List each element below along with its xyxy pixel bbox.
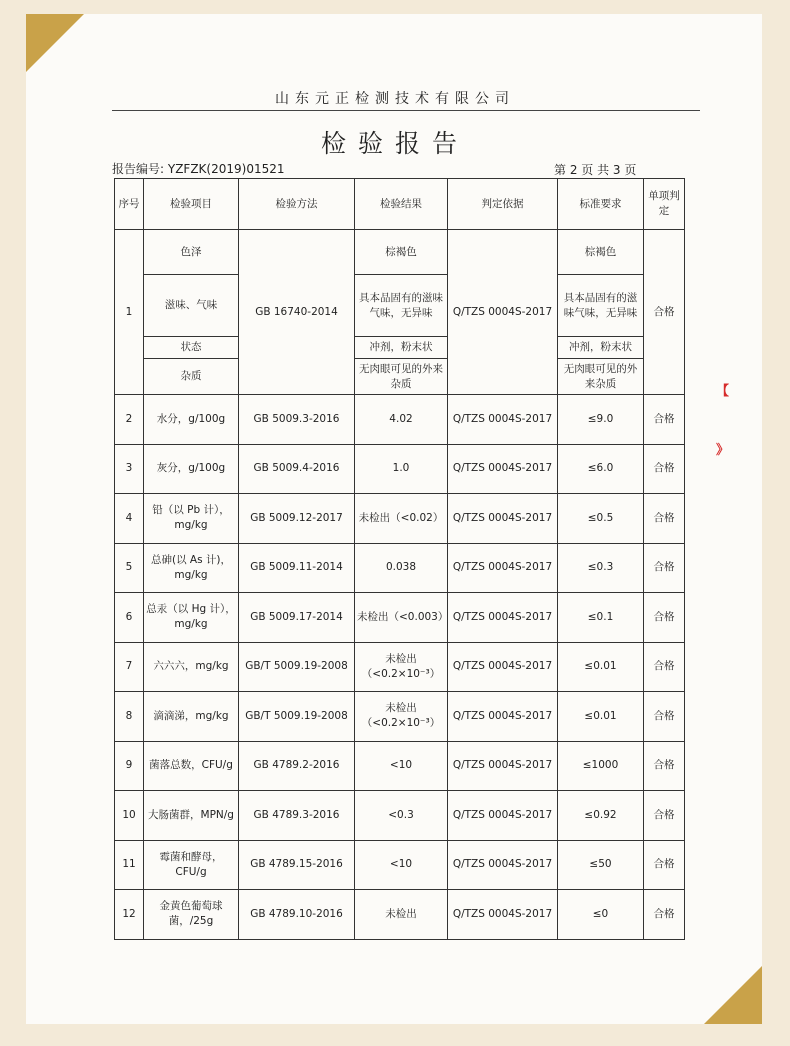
cell-method: GB 5009.17-2014 (239, 593, 355, 643)
cell-seq: 12 (115, 890, 144, 940)
corner-decoration-bottom-right (704, 966, 762, 1024)
cell-standard: ≤9.0 (558, 395, 644, 445)
table-row (115, 494, 685, 544)
header-item: 检验项目 (144, 179, 239, 230)
table-row (115, 692, 685, 742)
cell-standard: 棕褐色 (558, 230, 644, 275)
cell-method: GB 4789.3-2016 (239, 791, 355, 841)
cell-basis: Q/TZS 0004S-2017 (448, 395, 558, 445)
cell-item: 铅（以 Pb 计），mg/kg (144, 494, 239, 544)
cell-verdict: 合格 (644, 494, 685, 544)
table-row (115, 359, 685, 395)
cell-method: GB 5009.4-2016 (239, 444, 355, 494)
cell-standard: ≤0.5 (558, 494, 644, 544)
cell-basis: Q/TZS 0004S-2017 (448, 840, 558, 890)
cell-result: 未检出（<0.2×10⁻³） (355, 692, 448, 742)
table-row (115, 741, 685, 791)
cell-item: 总汞（以 Hg 计），mg/kg (144, 593, 239, 643)
cell-method: GB 4789.2-2016 (239, 741, 355, 791)
header-verdict: 单项判定 (644, 179, 685, 230)
cell-item: 总砷(以 As 计)，mg/kg (144, 543, 239, 593)
cell-result: <0.3 (355, 791, 448, 841)
table-row (115, 791, 685, 841)
cell-verdict: 合格 (644, 692, 685, 742)
table-row (115, 337, 685, 359)
cell-seq: 1 (115, 230, 144, 395)
cell-basis: Q/TZS 0004S-2017 (448, 741, 558, 791)
company-name: 山东元正检测技术有限公司 (275, 91, 515, 107)
cell-item: 菌落总数，CFU/g (144, 741, 239, 791)
cell-item: 色泽 (144, 230, 239, 275)
cell-item: 滋味、气味 (144, 275, 239, 337)
cell-basis: Q/TZS 0004S-2017 (448, 494, 558, 544)
cell-seq: 3 (115, 444, 144, 494)
cell-seq: 11 (115, 840, 144, 890)
cell-seq: 4 (115, 494, 144, 544)
cell-verdict: 合格 (644, 230, 685, 395)
header-basis: 判定依据 (448, 179, 558, 230)
cell-standard: ≤0.3 (558, 543, 644, 593)
stamp-char-2: 》 (716, 443, 730, 458)
cell-basis: Q/TZS 0004S-2017 (448, 543, 558, 593)
cell-item: 霉菌和酵母，CFU/g (144, 840, 239, 890)
cell-item: 滴滴涕，mg/kg (144, 692, 239, 742)
cell-item: 金黄色葡萄球菌，/25g (144, 890, 239, 940)
cell-method: GB/T 5009.19-2008 (239, 692, 355, 742)
report-title: 检验报告 (320, 129, 469, 158)
cell-standard: 具本品固有的滋味气味，无异味 (558, 275, 644, 337)
cell-basis: Q/TZS 0004S-2017 (448, 444, 558, 494)
cell-seq: 6 (115, 593, 144, 643)
cell-verdict: 合格 (644, 890, 685, 940)
table-row (115, 230, 685, 275)
cell-item: 六六六，mg/kg (144, 642, 239, 692)
cell-standard: 无肉眼可见的外来杂质 (558, 359, 644, 395)
cell-item: 杂质 (144, 359, 239, 395)
cell-standard: ≤0.92 (558, 791, 644, 841)
cell-method: GB 4789.15-2016 (239, 840, 355, 890)
table-row (115, 840, 685, 890)
cell-method: GB 4789.10-2016 (239, 890, 355, 940)
cell-result: 具本品固有的滋味气味，无异味 (355, 275, 448, 337)
header-method: 检验方法 (239, 179, 355, 230)
cell-item: 大肠菌群，MPN/g (144, 791, 239, 841)
cell-seq: 10 (115, 791, 144, 841)
cell-verdict: 合格 (644, 642, 685, 692)
table-row (115, 275, 685, 337)
table-row (115, 890, 685, 940)
cell-seq: 5 (115, 543, 144, 593)
corner-decoration-top-left (26, 14, 84, 72)
cell-method: GB 5009.3-2016 (239, 395, 355, 445)
cell-basis: Q/TZS 0004S-2017 (448, 791, 558, 841)
cell-item: 灰分，g/100g (144, 444, 239, 494)
cell-result: 未检出（<0.02） (355, 494, 448, 544)
cell-result: <10 (355, 741, 448, 791)
cell-basis: Q/TZS 0004S-2017 (448, 593, 558, 643)
header-divider (112, 110, 700, 111)
cell-result: 1.0 (355, 444, 448, 494)
table-row (115, 395, 685, 445)
cell-standard: ≤50 (558, 840, 644, 890)
cell-result: 未检出（<0.003） (355, 593, 448, 643)
cell-seq: 8 (115, 692, 144, 742)
cell-result: 无肉眼可见的外来杂质 (355, 359, 448, 395)
cell-method: GB 5009.11-2014 (239, 543, 355, 593)
report-number-value: YZFZK(2019)01521 (167, 162, 285, 176)
header-standard: 标准要求 (558, 179, 644, 230)
cell-standard: ≤0 (558, 890, 644, 940)
cell-result: 棕褐色 (355, 230, 448, 275)
table-header-row (115, 179, 685, 230)
cell-standard: ≤0.01 (558, 692, 644, 742)
cell-standard: 冲剂，粉末状 (558, 337, 644, 359)
table-row (115, 444, 685, 494)
table-row (115, 543, 685, 593)
cell-seq: 2 (115, 395, 144, 445)
cell-result: <10 (355, 840, 448, 890)
cell-basis: Q/TZS 0004S-2017 (448, 230, 558, 395)
cell-standard: ≤6.0 (558, 444, 644, 494)
cell-method: GB 16740-2014 (239, 230, 355, 395)
cell-verdict: 合格 (644, 395, 685, 445)
table-row (115, 593, 685, 643)
cell-method: GB/T 5009.19-2008 (239, 642, 355, 692)
cell-seq: 7 (115, 642, 144, 692)
cell-basis: Q/TZS 0004S-2017 (448, 890, 558, 940)
cell-verdict: 合格 (644, 593, 685, 643)
cell-verdict: 合格 (644, 543, 685, 593)
cell-basis: Q/TZS 0004S-2017 (448, 642, 558, 692)
report-number (112, 160, 285, 177)
header-result: 检验结果 (355, 179, 448, 230)
cell-seq: 9 (115, 741, 144, 791)
cell-item: 水分，g/100g (144, 395, 239, 445)
page-info: 第 2 页 共 3 页 (554, 163, 637, 177)
report-number-label: 报告编号: (112, 162, 165, 176)
cell-verdict: 合格 (644, 741, 685, 791)
cell-standard: ≤1000 (558, 741, 644, 791)
cell-verdict: 合格 (644, 840, 685, 890)
cell-standard: ≤0.1 (558, 593, 644, 643)
cell-verdict: 合格 (644, 444, 685, 494)
cell-verdict: 合格 (644, 791, 685, 841)
cell-result: 4.02 (355, 395, 448, 445)
cell-method: GB 5009.12-2017 (239, 494, 355, 544)
cell-result: 0.038 (355, 543, 448, 593)
cell-result: 未检出（<0.2×10⁻³） (355, 642, 448, 692)
cell-result: 冲剂，粉末状 (355, 337, 448, 359)
cell-result: 未检出 (355, 890, 448, 940)
table-row (115, 642, 685, 692)
inspection-table (114, 178, 685, 940)
header-seq: 序号 (115, 179, 144, 230)
red-seal-stamp (716, 380, 734, 500)
stamp-char-1: 【 (716, 384, 730, 399)
cell-item: 状态 (144, 337, 239, 359)
cell-basis: Q/TZS 0004S-2017 (448, 692, 558, 742)
cell-standard: ≤0.01 (558, 642, 644, 692)
